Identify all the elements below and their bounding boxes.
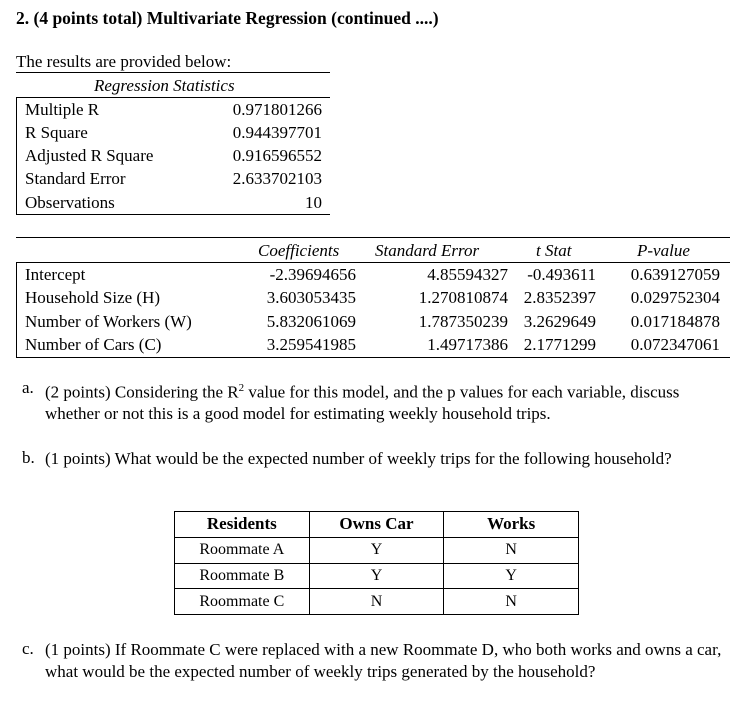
- reg-stats-top-rule: [16, 72, 330, 73]
- household-header-cell: Works: [444, 512, 579, 538]
- question-c-letter: c.: [22, 639, 34, 658]
- coef-top-rule: [16, 237, 730, 238]
- reg-stats-value: 0.971801266: [232, 100, 322, 119]
- question-b-letter: b.: [22, 448, 35, 467]
- coef-tstat: 2.8352397: [523, 288, 596, 307]
- coef-pvalue: 0.639127059: [630, 265, 720, 284]
- coef-row-label: Number of Cars (C): [25, 335, 162, 354]
- coef-value: 3.259541985: [266, 335, 356, 354]
- coef-header: P-value: [637, 241, 690, 260]
- coef-bottom-rule: [16, 357, 730, 358]
- reg-stats-value: 0.916596552: [232, 146, 322, 165]
- household-row: [175, 563, 579, 589]
- coef-left-border: [16, 263, 17, 358]
- question-b-text: (1 points) What would be the expected number of weekly trips for the following household?: [45, 449, 672, 468]
- coef-pvalue: 0.029752304: [630, 288, 720, 307]
- household-row: [175, 589, 579, 615]
- reg-stats-value: 2.633702103: [232, 169, 322, 188]
- household-cell: N: [444, 589, 579, 615]
- coef-header: Coefficients: [258, 241, 340, 260]
- household-header-cell: Owns Car: [309, 512, 444, 538]
- reg-stats-header-rule: [16, 97, 330, 98]
- coef-row-label: Household Size (H): [25, 288, 161, 307]
- coef-value: 3.603053435: [266, 288, 356, 307]
- coef-tstat: 3.2629649: [523, 312, 596, 331]
- reg-stats-label: Multiple R: [25, 100, 100, 119]
- coef-pvalue: 0.072347061: [630, 335, 720, 354]
- reg-stats-label: Adjusted R Square: [25, 146, 154, 165]
- coef-header-rule: [16, 262, 730, 263]
- coef-value: -2.39694656: [269, 265, 356, 284]
- coef-header: t Stat: [536, 241, 572, 260]
- household-cell: Roommate A: [175, 537, 310, 563]
- household-cell: Roommate C: [175, 589, 310, 615]
- household-cell: Y: [309, 563, 444, 589]
- coef-se: 1.270810874: [418, 288, 508, 307]
- coef-header: Standard Error: [375, 241, 480, 260]
- reg-stats-left-border: [16, 98, 17, 215]
- coef-tstat: 2.1771299: [523, 335, 596, 354]
- reg-stats-label: R Square: [25, 123, 88, 142]
- question-c-text: (1 points) If Roommate C were replaced with a new Roommate D, who both works and owns a car, what would be the expected number of weekly trips generated by the household?: [45, 640, 722, 681]
- household-cell: Y: [309, 537, 444, 563]
- reg-stats-value: 10: [305, 193, 322, 212]
- intro-text: The results are provided below:: [16, 52, 232, 71]
- household-table-header: [175, 512, 579, 538]
- household-cell: N: [309, 589, 444, 615]
- household-cell: Roommate B: [175, 563, 310, 589]
- reg-stats-title: Regression Statistics: [94, 76, 235, 95]
- household-table: [174, 511, 579, 615]
- household-row: [175, 537, 579, 563]
- coef-se: 1.49717386: [427, 335, 508, 354]
- page-heading: 2. (4 points total) Multivariate Regression (continued ....): [16, 8, 439, 28]
- coef-tstat: -0.493611: [527, 265, 596, 284]
- coef-se: 1.787350239: [418, 312, 508, 331]
- coef-row-label: Number of Workers (W): [25, 312, 192, 331]
- coef-se: 4.85594327: [427, 265, 508, 284]
- coef-pvalue: 0.017184878: [630, 312, 720, 331]
- household-header-cell: Residents: [175, 512, 310, 538]
- household-cell: Y: [444, 563, 579, 589]
- question-a-text: (2 points) Considering the $R^2$ value for this model, and the p values for each variable, discuss whether or not this is a good model for estimating weekly household trips.: [45, 382, 680, 424]
- reg-stats-bottom-rule: [16, 214, 330, 215]
- reg-stats-value: 0.944397701: [232, 123, 322, 142]
- reg-stats-label: Observations: [25, 193, 115, 212]
- coef-row-label: Intercept: [25, 265, 86, 284]
- reg-stats-label: Standard Error: [25, 169, 126, 188]
- household-cell: N: [444, 537, 579, 563]
- coef-value: 5.832061069: [266, 312, 356, 331]
- question-a-letter: a.: [22, 378, 34, 397]
